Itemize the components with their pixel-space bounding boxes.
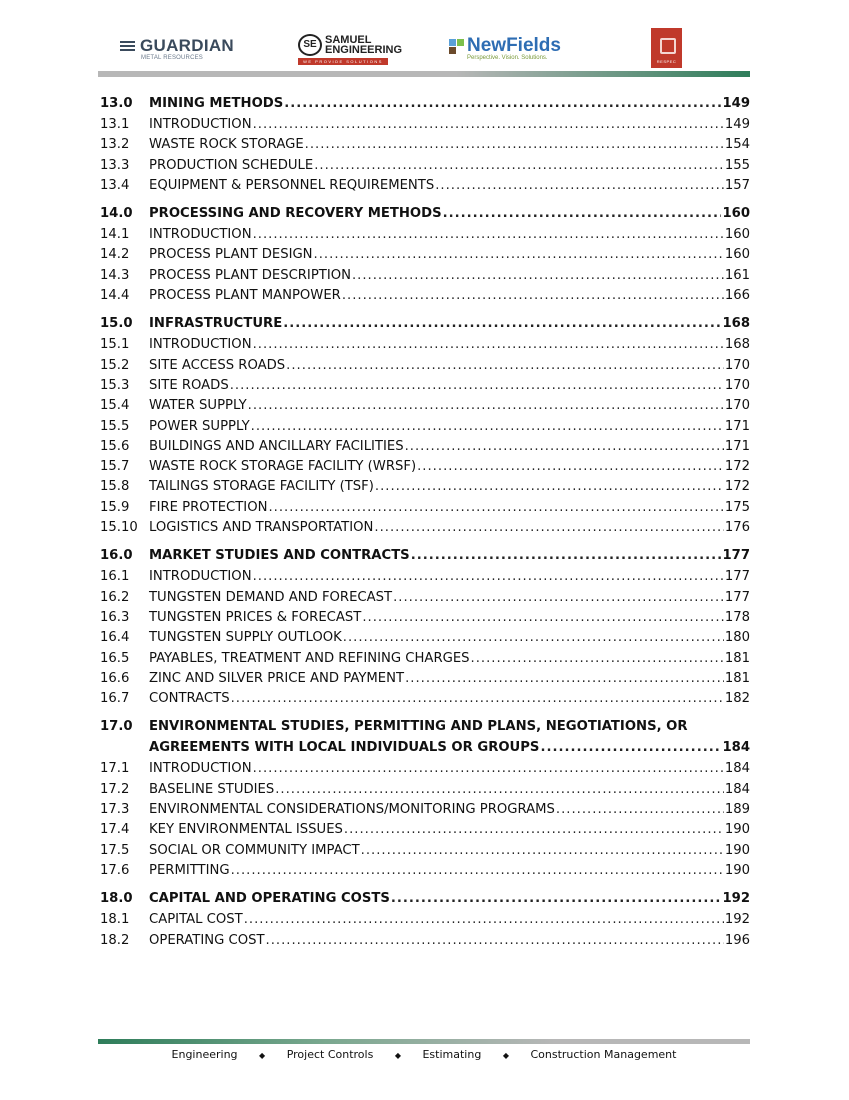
toc-dot-leader [411, 548, 722, 563]
toc-entry-number: 16.4 [100, 630, 130, 646]
toc-dot-leader [275, 782, 724, 797]
toc-entry-title: KEY ENVIRONMENTAL ISSUES [149, 822, 343, 838]
toc-entry-title: BASELINE STUDIES [149, 781, 275, 797]
toc-entry-title: EQUIPMENT & PERSONNEL REQUIREMENTS [149, 177, 435, 193]
toc-entry-title: ENVIRONMENTAL STUDIES, PERMITTING AND PLANS, NEGOTIATIONS, OR [149, 719, 688, 735]
toc-entry-number: 17.0 [100, 719, 133, 735]
toc-entry-page: 184 [724, 761, 750, 777]
toc-dot-leader [305, 137, 724, 152]
toc-dot-leader [284, 96, 721, 111]
toc-subsection-entry[interactable] [100, 912, 750, 932]
toc-entry-number: 16.5 [100, 650, 130, 666]
toc-subsection-entry[interactable] [100, 337, 750, 357]
toc-subsection-entry[interactable] [100, 459, 750, 479]
toc-entry-number: 13.2 [100, 137, 130, 153]
toc-entry-page: 190 [724, 842, 750, 858]
toc-entry-title: PERMITTING [149, 862, 230, 878]
toc-entry-title: ZINC AND SILVER PRICE AND PAYMENT [149, 670, 405, 686]
toc-subsection-entry[interactable] [100, 782, 750, 802]
toc-entry-page: 172 [724, 479, 750, 495]
guardian-logo-tagline: METAL RESOURCES [141, 55, 204, 61]
toc-subsection-entry[interactable] [100, 691, 750, 711]
diamond-bullet-icon: ◆ [394, 1051, 401, 1060]
toc-entry-page: 176 [724, 520, 750, 536]
se-circle-icon: SE [298, 34, 322, 56]
toc-entry-page: 178 [724, 609, 750, 625]
toc-entry-page: 168 [724, 337, 750, 353]
toc-section-line [100, 719, 750, 740]
footer-item-project-controls: Project Controls [286, 1048, 374, 1061]
toc-dot-leader [231, 863, 724, 878]
toc-subsection-entry[interactable] [100, 802, 750, 822]
toc-entry-title-continued: AGREEMENTS WITH LOCAL INDIVIDUALS OR GROUPS [149, 740, 540, 756]
toc-dot-leader [266, 933, 724, 948]
toc-dot-leader [251, 419, 724, 434]
toc-entry-number: 17.6 [100, 862, 130, 878]
toc-entry-page: 182 [724, 691, 750, 707]
toc-entry-title: OPERATING COST [149, 932, 265, 948]
toc-entry-title: LOGISTICS AND TRANSPORTATION [149, 520, 374, 536]
toc-entry-number: 16.2 [100, 589, 130, 605]
toc-entry-page: 190 [724, 822, 750, 838]
guardian-logo [120, 36, 234, 61]
toc-subsection-entry[interactable] [100, 761, 750, 781]
footer-item-engineering: Engineering [171, 1048, 238, 1061]
toc-entry-number: 17.1 [100, 761, 130, 777]
toc-entry-title: PROCESS PLANT DESIGN [149, 247, 313, 263]
toc-dot-leader [344, 822, 724, 837]
toc-dot-leader [253, 761, 724, 776]
toc-entry-page: 192 [722, 891, 750, 907]
toc-entry-number: 15.1 [100, 337, 130, 353]
samuel-logo-line1: SAMUEL [325, 34, 372, 46]
toc-entry-title: SITE ROADS [149, 377, 229, 393]
toc-entry-title: INTRODUCTION [149, 117, 252, 132]
toc-dot-leader [391, 891, 722, 906]
toc-entry-number: 18.2 [100, 932, 130, 948]
guardian-logo-name: GUARDIAN [140, 36, 235, 55]
toc-subsection-entry[interactable] [100, 610, 750, 630]
toc-entry-number: 14.1 [100, 227, 130, 243]
toc-entry-number: 17.2 [100, 781, 130, 797]
toc-entry-number: 15.6 [100, 438, 130, 454]
toc-dot-leader [435, 178, 724, 193]
toc-entry-title: PRODUCTION SCHEDULE [149, 157, 314, 173]
toc-subsection-entry[interactable] [100, 843, 750, 863]
toc-entry-title: SITE ACCESS ROADS [149, 357, 286, 373]
toc-entry-title: MINING METHODS [149, 96, 284, 111]
toc-section-entry[interactable] [100, 206, 750, 227]
toc-entry-number: 15.7 [100, 459, 130, 475]
toc-entry-page: 166 [724, 288, 750, 304]
toc-entry-number: 14.2 [100, 247, 130, 263]
toc-subsection-entry[interactable] [100, 651, 750, 671]
toc-subsection-entry[interactable] [100, 500, 750, 520]
toc-dot-leader [352, 268, 724, 283]
toc-subsection-entry[interactable] [100, 822, 750, 842]
footer-divider [98, 1039, 750, 1044]
table-of-contents [100, 96, 750, 953]
toc-entry-number: 15.2 [100, 357, 130, 373]
toc-dot-leader [375, 479, 724, 494]
respec-logo [651, 28, 682, 68]
toc-entry-number: 15.8 [100, 479, 130, 495]
page-header [98, 28, 750, 76]
toc-entry-title: SOCIAL OR COMMUNITY IMPACT [149, 842, 360, 858]
toc-entry-number: 15.10 [100, 520, 138, 536]
toc-entry-page: 161 [724, 267, 750, 283]
toc-entry-page: 177 [724, 589, 750, 605]
toc-subsection-entry[interactable] [100, 178, 750, 198]
toc-dot-leader [343, 630, 724, 645]
toc-dot-leader [314, 247, 724, 262]
toc-entry-page: 170 [724, 377, 750, 393]
toc-entry-number: 16.7 [100, 691, 130, 707]
toc-entry-title: TAILINGS STORAGE FACILITY (TSF) [149, 479, 374, 495]
toc-section-entry[interactable] [100, 548, 750, 569]
toc-dot-leader [248, 398, 724, 413]
toc-dot-leader [405, 671, 724, 686]
toc-section-entry[interactable] [100, 96, 750, 117]
toc-entry-title: PAYABLES, TREATMENT AND REFINING CHARGES [149, 650, 470, 666]
toc-entry-page: 184 [722, 740, 750, 756]
toc-dot-leader [268, 500, 723, 515]
toc-entry-number: 16.0 [100, 548, 133, 564]
toc-entry-page: 184 [724, 781, 750, 797]
toc-entry-title: INTRODUCTION [149, 569, 252, 585]
toc-dot-leader [540, 740, 721, 755]
toc-entry-title: WATER SUPPLY [149, 398, 247, 414]
toc-entry-number: 16.1 [100, 569, 130, 585]
toc-dot-leader [253, 337, 724, 352]
page-footer [98, 1048, 750, 1061]
toc-section-entry[interactable] [100, 316, 750, 337]
toc-dot-leader [253, 227, 724, 242]
newfields-squares-icon [449, 39, 465, 55]
toc-entry-title: ENVIRONMENTAL CONSIDERATIONS/MONITORING PROGRAMS [149, 802, 555, 818]
toc-entry-title: INTRODUCTION [149, 337, 252, 353]
toc-entry-page: 155 [724, 157, 750, 173]
toc-entry-title: INFRASTRUCTURE [149, 316, 283, 332]
toc-entry-page: 189 [724, 802, 750, 818]
footer-item-estimating: Estimating [422, 1048, 482, 1061]
guardian-bars-icon [120, 39, 135, 53]
toc-entry-title: CAPITAL AND OPERATING COSTS [149, 891, 390, 907]
toc-entry-page: 171 [724, 418, 750, 434]
toc-entry-page: 175 [724, 499, 750, 515]
toc-entry-title: INTRODUCTION [149, 227, 252, 243]
toc-subsection-entry[interactable] [100, 398, 750, 418]
toc-dot-leader [231, 691, 724, 706]
toc-entry-number: 16.3 [100, 609, 130, 625]
toc-section-entry[interactable] [100, 891, 750, 912]
toc-entry-title: TUNGSTEN DEMAND AND FORECAST [149, 589, 393, 605]
toc-entry-title: TUNGSTEN PRICES & FORECAST [149, 609, 362, 625]
toc-entry-page: 149 [724, 117, 750, 132]
toc-entry-title: WASTE ROCK STORAGE FACILITY (WRSF) [149, 459, 417, 475]
toc-entry-page: 181 [724, 650, 750, 666]
toc-entry-number: 13.1 [100, 117, 130, 132]
toc-entry-title: POWER SUPPLY [149, 418, 250, 434]
toc-entry-page: 160 [722, 206, 750, 222]
samuel-logo-tagline: WE PROVIDE SOLUTIONS [298, 58, 388, 65]
toc-subsection-entry[interactable] [100, 439, 750, 459]
toc-entry-page: 157 [724, 177, 750, 193]
toc-entry-number: 18.1 [100, 912, 130, 928]
respec-logo-name: RESPEC [656, 59, 677, 64]
toc-subsection-entry[interactable] [100, 288, 750, 308]
toc-section-entry[interactable] [100, 719, 750, 761]
toc-entry-number: 15.4 [100, 398, 130, 414]
toc-entry-number: 14.4 [100, 288, 130, 304]
toc-entry-number: 13.4 [100, 177, 130, 193]
toc-dot-leader [362, 610, 724, 625]
toc-entry-page: 154 [724, 137, 750, 153]
toc-dot-leader [443, 206, 722, 221]
toc-entry-page: 168 [722, 316, 750, 332]
footer-item-construction-management: Construction Management [530, 1048, 677, 1061]
toc-entry-title: CAPITAL COST [149, 912, 243, 928]
toc-subsection-entry[interactable] [100, 268, 750, 288]
toc-entry-number: 17.5 [100, 842, 130, 858]
toc-dot-leader [230, 378, 724, 393]
toc-subsection-entry[interactable] [100, 479, 750, 499]
toc-dot-leader [253, 569, 724, 584]
samuel-engineering-logo [298, 34, 402, 65]
toc-entry-number: 17.4 [100, 822, 130, 838]
toc-subsection-entry[interactable] [100, 378, 750, 398]
toc-entry-page: 160 [724, 227, 750, 243]
toc-entry-title: PROCESS PLANT MANPOWER [149, 288, 341, 304]
toc-entry-number: 16.6 [100, 670, 130, 686]
toc-entry-number: 15.9 [100, 499, 130, 515]
toc-entry-title: INTRODUCTION [149, 761, 252, 777]
respec-mark-icon [660, 38, 676, 54]
toc-subsection-entry[interactable] [100, 520, 750, 540]
toc-entry-number: 13.0 [100, 96, 133, 111]
toc-entry-page: 149 [722, 96, 750, 111]
toc-entry-number: 17.3 [100, 802, 130, 818]
samuel-logo-line2: ENGINEERING [325, 44, 403, 56]
diamond-bullet-icon: ◆ [502, 1051, 509, 1060]
toc-section-line [100, 740, 750, 761]
toc-entry-title: FIRE PROTECTION [149, 499, 268, 515]
toc-entry-page: 192 [724, 912, 750, 928]
toc-entry-page: 196 [724, 932, 750, 948]
toc-dot-leader [286, 358, 724, 373]
toc-entry-page: 172 [724, 459, 750, 475]
toc-subsection-entry[interactable] [100, 569, 750, 589]
toc-entry-title: BUILDINGS AND ANCILLARY FACILITIES [149, 438, 404, 454]
toc-subsection-entry[interactable] [100, 158, 750, 178]
toc-subsection-entry[interactable] [100, 590, 750, 610]
toc-entry-title: MARKET STUDIES AND CONTRACTS [149, 548, 410, 564]
toc-dot-leader [417, 459, 724, 474]
toc-subsection-entry[interactable] [100, 247, 750, 267]
toc-entry-number: 15.3 [100, 377, 130, 393]
toc-subsection-entry[interactable] [100, 863, 750, 883]
toc-entry-page: 181 [724, 670, 750, 686]
toc-entry-page: 180 [724, 630, 750, 646]
toc-dot-leader [471, 651, 724, 666]
toc-dot-leader [405, 439, 724, 454]
toc-dot-leader [342, 288, 724, 303]
toc-subsection-entry[interactable] [100, 117, 750, 137]
toc-entry-title: CONTRACTS [149, 691, 230, 707]
diamond-bullet-icon: ◆ [259, 1051, 266, 1060]
toc-subsection-entry[interactable] [100, 630, 750, 650]
toc-entry-number: 18.0 [100, 891, 133, 907]
toc-subsection-entry[interactable] [100, 419, 750, 439]
toc-entry-number: 13.3 [100, 157, 130, 173]
toc-entry-title: PROCESSING AND RECOVERY METHODS [149, 206, 442, 222]
toc-entry-page: 170 [724, 357, 750, 373]
toc-entry-number: 15.5 [100, 418, 130, 434]
toc-entry-page: 190 [724, 862, 750, 878]
newfields-logo [449, 37, 561, 61]
toc-dot-leader [283, 316, 721, 331]
toc-entry-page: 171 [724, 438, 750, 454]
toc-entry-number: 15.0 [100, 316, 133, 332]
toc-subsection-entry[interactable] [100, 933, 750, 953]
toc-dot-leader [361, 843, 724, 858]
toc-dot-leader [253, 117, 724, 132]
newfields-logo-tagline: Perspective. Vision. Solutions. [467, 55, 548, 61]
toc-dot-leader [374, 520, 723, 535]
toc-subsection-entry[interactable] [100, 671, 750, 691]
toc-entry-number: 14.3 [100, 267, 130, 283]
toc-entry-page: 170 [724, 398, 750, 414]
toc-subsection-entry[interactable] [100, 227, 750, 247]
newfields-logo-name: NewFields [467, 35, 561, 56]
toc-entry-page: 177 [724, 569, 750, 585]
toc-entry-number: 14.0 [100, 206, 133, 222]
toc-subsection-entry[interactable] [100, 137, 750, 157]
toc-subsection-entry[interactable] [100, 358, 750, 378]
toc-dot-leader [244, 912, 724, 927]
header-divider [98, 71, 750, 77]
toc-dot-leader [393, 590, 724, 605]
toc-entry-title: PROCESS PLANT DESCRIPTION [149, 267, 351, 283]
toc-entry-title: WASTE ROCK STORAGE [149, 137, 304, 153]
toc-entry-title: TUNGSTEN SUPPLY OUTLOOK [149, 630, 342, 646]
toc-entry-page: 177 [722, 548, 750, 564]
toc-dot-leader [556, 802, 724, 817]
toc-dot-leader [314, 158, 724, 173]
toc-entry-page: 160 [724, 247, 750, 263]
